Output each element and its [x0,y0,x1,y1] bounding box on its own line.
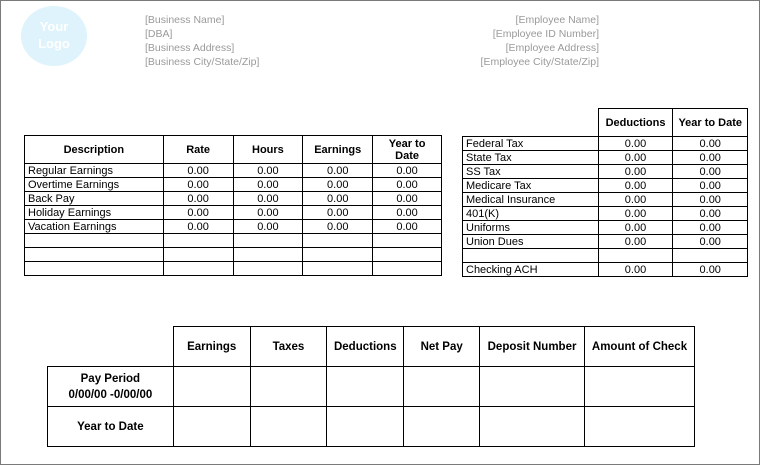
business-address: [Business Address] [145,42,235,54]
table-row [463,193,748,207]
deductions-col-current: Deductions [598,109,673,137]
summary-col-deposit-number: Deposit Number [480,327,585,367]
earnings-ytd: 0.00 [373,192,442,206]
earnings-ytd: 0.00 [373,206,442,220]
earnings-col-hours: Hours [233,136,303,164]
table-row [463,151,748,165]
deduction-ytd: 0.00 [673,193,748,207]
table-row [25,192,442,206]
empty-row [463,249,748,263]
earnings-header-row [25,136,442,164]
earnings-hours: 0.00 [233,206,303,220]
table-row [463,207,748,221]
earnings-amount: 0.00 [303,164,373,178]
deductions-header-row [463,109,748,137]
deduction-current: 0.00 [598,221,673,235]
business-name: [Business Name] [145,14,225,26]
deduction-name: SS Tax [463,165,599,179]
company-logo: Your Logo [21,6,87,66]
earnings-amount: 0.00 [303,192,373,206]
employee-address: [Employee Address] [505,42,599,54]
summary-header-row [48,327,695,367]
table-row [463,165,748,179]
summary-col-taxes: Taxes [250,327,327,367]
year-to-date-row [48,407,695,447]
table-row [25,220,442,234]
table-row [463,221,748,235]
earnings-ytd: 0.00 [373,164,442,178]
earnings-rate: 0.00 [163,206,233,220]
earnings-ytd: 0.00 [373,178,442,192]
deduction-name: 401(K) [463,207,599,221]
deduction-ytd: 0.00 [673,179,748,193]
earnings-description: Overtime Earnings [25,178,164,192]
empty-row [25,262,442,276]
deduction-ytd: 0.00 [673,221,748,235]
deduction-name: Federal Tax [463,137,599,151]
earnings-col-ytd: Year to Date [373,136,442,164]
earnings-col-earnings: Earnings [303,136,373,164]
earnings-rate: 0.00 [163,192,233,206]
earnings-rate: 0.00 [163,178,233,192]
deduction-name: State Tax [463,151,599,165]
table-row [25,178,442,192]
earnings-description: Holiday Earnings [25,206,164,220]
deduction-ytd: 0.00 [673,207,748,221]
earnings-hours: 0.00 [233,178,303,192]
earnings-ytd: 0.00 [373,220,442,234]
business-city: [Business City/State/Zip] [145,56,260,68]
earnings-amount: 0.00 [303,220,373,234]
table-row [25,206,442,220]
deduction-current: 0.00 [598,165,673,179]
table-row [463,179,748,193]
deduction-current: 0.00 [598,179,673,193]
employee-id: [Employee ID Number] [492,28,599,40]
earnings-hours: 0.00 [233,164,303,178]
checking-ytd: 0.00 [673,263,748,277]
empty-row [25,234,442,248]
deductions-table [462,108,748,277]
summary-col-deductions: Deductions [327,327,404,367]
employee-name: [Employee Name] [515,14,599,26]
earnings-description: Regular Earnings [25,164,164,178]
earnings-description: Back Pay [25,192,164,206]
deduction-ytd: 0.00 [673,137,748,151]
employee-info [481,13,599,69]
earnings-amount: 0.00 [303,206,373,220]
deduction-ytd: 0.00 [673,165,748,179]
deduction-ytd: 0.00 [673,151,748,165]
pay-period-row [48,367,695,407]
deduction-current: 0.00 [598,193,673,207]
earnings-rate: 0.00 [163,220,233,234]
business-info [145,13,259,69]
deduction-name: Uniforms [463,221,599,235]
deduction-name: Union Dues [463,235,599,249]
deduction-current: 0.00 [598,151,673,165]
checking-current: 0.00 [598,263,673,277]
earnings-col-rate: Rate [163,136,233,164]
summary-col-amount-of-check: Amount of Check [585,327,695,367]
summary-table [47,326,695,447]
earnings-table [24,135,442,276]
table-row [463,235,748,249]
deduction-current: 0.00 [598,207,673,221]
employee-city: [Employee City/State/Zip] [480,56,599,68]
deduction-name: Medical Insurance [463,193,599,207]
business-dba: [DBA] [145,28,173,40]
deductions-col-ytd: Year to Date [673,109,748,137]
checking-row [463,263,748,277]
checking-label: Checking ACH [463,263,599,277]
earnings-description: Vacation Earnings [25,220,164,234]
table-row [463,137,748,151]
earnings-col-description: Description [25,136,164,164]
earnings-hours: 0.00 [233,192,303,206]
pay-period-label: Pay Period 0/00/00 -0/00/00 [48,367,174,407]
summary-col-net-pay: Net Pay [404,327,480,367]
deduction-ytd: 0.00 [673,235,748,249]
earnings-rate: 0.00 [163,164,233,178]
summary-col-earnings: Earnings [173,327,250,367]
earnings-hours: 0.00 [233,220,303,234]
deduction-name: Medicare Tax [463,179,599,193]
table-row [25,164,442,178]
pay-period-range: 0/00/00 -0/00/00 [68,388,153,401]
ytd-label: Year to Date [48,407,174,447]
deduction-current: 0.00 [598,137,673,151]
earnings-amount: 0.00 [303,178,373,192]
empty-row [25,248,442,262]
deduction-current: 0.00 [598,235,673,249]
